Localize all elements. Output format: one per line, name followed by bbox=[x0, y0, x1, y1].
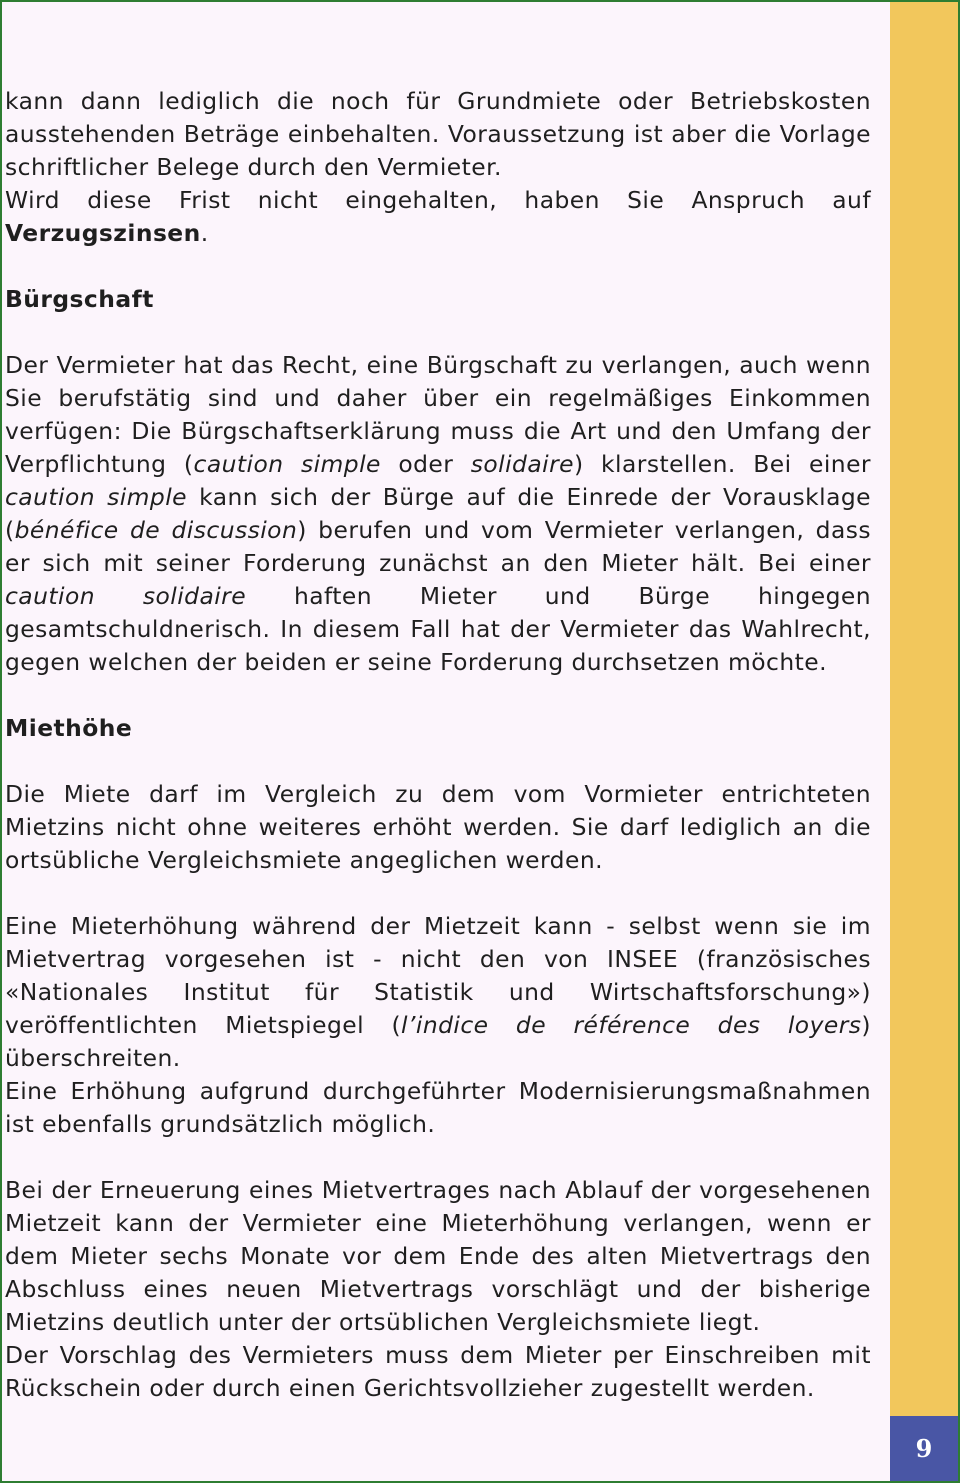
paragraph-3-text-1: Der Vermieter hat das Recht, eine Bürgschaft zu verlangen, auch wenn Sie berufstätig sind und daher über ein regelmäßiges Einkommen verfügen: Die Bürgschaftserklärung muss die Art und den Umfang der Verpflichtung ( bbox=[5, 351, 871, 478]
document-body bbox=[5, 85, 871, 1405]
page-number-box bbox=[890, 1416, 958, 1481]
paragraph-8: Der Vorschlag des Vermieters muss dem Mieter per Einschreiben mit Rückschein oder durch einen Gerichtsvollzieher zugestellt werden. bbox=[5, 1341, 871, 1402]
paragraph-3-italic-2: solidaire bbox=[470, 450, 574, 478]
paragraph-3-italic-5: caution solidaire bbox=[5, 582, 247, 610]
paragraph-5-text-2: ) überschreiten. bbox=[5, 1011, 871, 1072]
paragraph-3-text-6: haften Mieter und Bürge hingegen gesamtschuldnerisch. In diesem Fall hat der Vermieter das Wahlrecht, gegen welchen der beiden er seine Forderung durchsetzen möchte. bbox=[5, 582, 871, 676]
heading-buergschaft: Bürgschaft bbox=[5, 285, 154, 313]
paragraph-2-bold: Verzugszinsen bbox=[5, 219, 201, 247]
paragraph-6: Eine Erhöhung aufgrund durchgeführter Modernisierungsmaßnahmen ist ebenfalls grundsätzlich möglich. bbox=[5, 1077, 871, 1138]
paragraph-3-text-2: oder bbox=[380, 450, 471, 478]
paragraph-3-text-3: ) klarstellen. Bei einer bbox=[573, 450, 871, 478]
paragraph-1-line-1: kann dann lediglich die noch für Grundmiete oder Betriebskosten bbox=[5, 87, 871, 115]
paragraph-3-text-4: kann sich der Bürge auf die Einrede der Vorausklage ( bbox=[5, 483, 871, 544]
paragraph-1-line-3: schriftlicher Belege durch den Vermieter. bbox=[5, 153, 502, 181]
paragraph-5 bbox=[5, 910, 871, 1075]
paragraph-2 bbox=[5, 184, 871, 250]
paragraph-3 bbox=[5, 349, 871, 679]
paragraph-1-line-2: ausstehenden Beträge einbehalten. Voraussetzung ist aber die Vorlage bbox=[5, 120, 871, 148]
sidebar-stripe bbox=[890, 2, 958, 1416]
paragraph-3-italic-1: caution simple bbox=[193, 450, 381, 478]
heading-miethoehe: Miethöhe bbox=[5, 714, 133, 742]
paragraph-5-italic-1: l’indice de référence des loyers bbox=[401, 1011, 862, 1039]
paragraph-3-italic-3: caution simple bbox=[5, 483, 188, 511]
paragraph-1 bbox=[5, 85, 871, 184]
paragraph-7: Bei der Erneuerung eines Mietvertrages nach Ablauf der vorgesehenen Mietzeit kann der Vermieter eine Mieterhöhung verlangen, wenn er dem Mieter sechs Monate vor dem Ende des alten Mietvertrags den Abschluss eines neuen Mietvertrags vorschlägt und der bisherige Mietzins deutlich unter der ortsüblichen Vergleichsmiete liegt. bbox=[5, 1176, 871, 1336]
page bbox=[2, 2, 958, 1481]
paragraph-2-line-1: Wird diese Frist nicht eingehalten, haben Sie Anspruch auf bbox=[5, 186, 871, 214]
paragraph-3-text-5: ) berufen und vom Vermieter verlangen, dass er sich mit seiner Forderung zunächst an den Mieter hält. Bei einer bbox=[5, 516, 871, 577]
paragraph-5-text-1: Eine Mieterhöhung während der Mietzeit kann - selbst wenn sie im Mietvertrag vorgesehen ist - nicht den von INSEE (französisches «Nationales Institut für Statistik und Wirtschaftsforschung») veröffentlichten Mietspiegel ( bbox=[5, 912, 871, 1039]
paragraph-4: Die Miete darf im Vergleich zu dem vom Vormieter entrichteten Mietzins nicht ohne weiteres erhöht werden. Sie darf lediglich an die ortsübliche Vergleichsmiete angeglichen werden. bbox=[5, 780, 871, 874]
paragraph-3-italic-4: bénéfice de discussion bbox=[14, 516, 298, 544]
page-number: 9 bbox=[915, 1434, 933, 1463]
paragraph-2-end: . bbox=[200, 219, 209, 247]
